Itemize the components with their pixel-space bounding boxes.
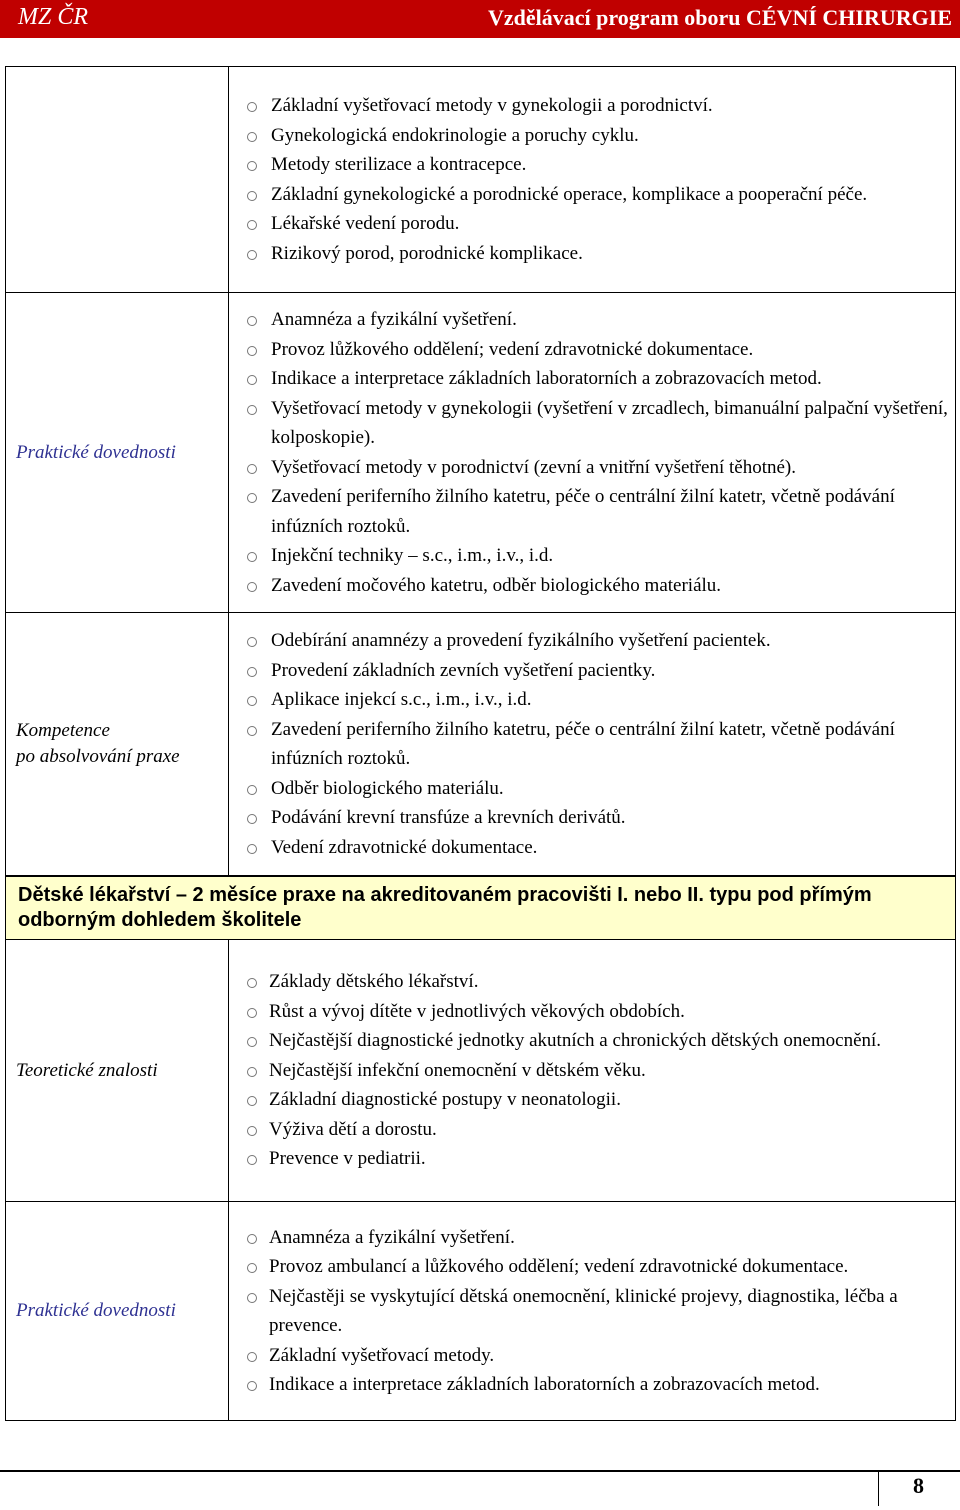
- list-item: Provoz ambulancí a lůžkového oddělení; vedení zdravotnické dokumentace.: [241, 1252, 949, 1282]
- list-item: Indikace a interpretace základních laboratorních a zobrazovacích metod.: [241, 1370, 949, 1400]
- list-item: Nejčastější diagnostické jednotky akutních a chronických dětských onemocnění.: [241, 1026, 949, 1056]
- row-label-practical-skills: Praktické dovednosti: [6, 1202, 229, 1421]
- list-item: Zavedení periferního žilního katetru, péče o centrální žilní katetr, včetně podávání infúzních roztoků.: [241, 482, 949, 541]
- table-row: [6, 613, 956, 876]
- table-row: [6, 940, 956, 1202]
- competences-list: [241, 626, 949, 862]
- row-label-competences: [6, 613, 229, 876]
- list-item: Provedení základních zevních vyšetření pacientky.: [241, 656, 949, 686]
- practical-skills-cell: [229, 1202, 956, 1421]
- row-label-empty: [6, 67, 229, 293]
- list-item: Nejčastější infekční onemocnění v dětském věku.: [241, 1056, 949, 1086]
- table-row: [6, 293, 956, 613]
- section-header-row: [6, 877, 956, 940]
- list-item: Odebírání anamnézy a provedení fyzikálního vyšetření pacientek.: [241, 626, 949, 656]
- list-item: Zavedení močového katetru, odběr biologického materiálu.: [241, 571, 949, 601]
- list-item: Nejčastěji se vyskytující dětská onemocnění, klinické projevy, diagnostika, léčba a prevence.: [241, 1282, 949, 1341]
- list-item: Vyšetřovací metody v porodnictví (zevní a vnitřní vyšetření těhotné).: [241, 453, 949, 483]
- theoretical-knowledge-list: [241, 967, 949, 1174]
- header-ministry: MZ ČR: [18, 4, 89, 30]
- pediatrics-table: [5, 876, 956, 1421]
- list-item: Podávání krevní transfúze a krevních derivátů.: [241, 803, 949, 833]
- row-label-practical-skills: Praktické dovednosti: [6, 293, 229, 613]
- list-item: Základní vyšetřovací metody.: [241, 1341, 949, 1371]
- list-item: Základní diagnostické postupy v neonatologii.: [241, 1085, 949, 1115]
- list-item: Lékařské vedení porodu.: [241, 209, 949, 239]
- list-item: Aplikace injekcí s.c., i.m., i.v., i.d.: [241, 685, 949, 715]
- list-item: Indikace a interpretace základních laboratorních a zobrazovacích metod.: [241, 364, 949, 394]
- list-item: Anamnéza a fyzikální vyšetření.: [241, 1223, 949, 1253]
- page-header: [0, 0, 960, 38]
- list-item: Výživa dětí a dorostu.: [241, 1115, 949, 1145]
- practical-skills-list: [241, 305, 949, 600]
- list-item: Metody sterilizace a kontracepce.: [241, 150, 949, 180]
- list-item: Injekční techniky – s.c., i.m., i.v., i.d.: [241, 541, 949, 571]
- theoretical-knowledge-cell: [229, 940, 956, 1202]
- section-title: Dětské lékařství – 2 měsíce praxe na akreditovaném pracovišti I. nebo II. typu pod přímým odborným dohledem školitele: [6, 877, 956, 940]
- list-item: Základní gynekologické a porodnické operace, komplikace a pooperační péče.: [241, 180, 949, 210]
- competences-cell: [229, 613, 956, 876]
- list-item: Růst a vývoj dítěte v jednotlivých věkových obdobích.: [241, 997, 949, 1027]
- competences-label-line2: po absolvování praxe: [16, 746, 180, 767]
- list-item: Prevence v pediatrii.: [241, 1144, 949, 1174]
- footer-rule: [0, 1470, 960, 1472]
- table-row: [6, 1202, 956, 1421]
- practical-skills-cell: [229, 293, 956, 613]
- list-item: Provoz lůžkového oddělení; vedení zdravotnické dokumentace.: [241, 335, 949, 365]
- list-item: Rizikový porod, porodnické komplikace.: [241, 239, 949, 269]
- list-item: Odběr biologického materiálu.: [241, 774, 949, 804]
- competences-label-line1: Kompetence: [16, 720, 110, 741]
- list-item: Vyšetřovací metody v gynekologii (vyšetření v zrcadlech, bimanuální palpační vyšetření, kolposkopie).: [241, 394, 949, 453]
- list-item: Zavedení periferního žilního katetru, péče o centrální žilní katetr, včetně podávání infúzních roztoků.: [241, 715, 949, 774]
- knowledge-cell: [229, 67, 956, 293]
- page-number: 8: [913, 1473, 924, 1498]
- list-item: Anamnéza a fyzikální vyšetření.: [241, 305, 949, 335]
- practical-skills-list: [241, 1223, 949, 1400]
- list-item: Gynekologická endokrinologie a poruchy cyklu.: [241, 121, 949, 151]
- row-label-theoretical-knowledge: Teoretické znalosti: [6, 940, 229, 1202]
- header-program-title: Vzdělávací program oboru CÉVNÍ CHIRURGIE: [487, 5, 952, 30]
- list-item: Základy dětského lékařství.: [241, 967, 949, 997]
- obstetrics-table: [5, 66, 956, 876]
- list-item: Vedení zdravotnické dokumentace.: [241, 833, 949, 863]
- knowledge-list: [241, 91, 949, 268]
- table-row: [6, 67, 956, 293]
- list-item: Základní vyšetřovací metody v gynekologii a porodnictví.: [241, 91, 949, 121]
